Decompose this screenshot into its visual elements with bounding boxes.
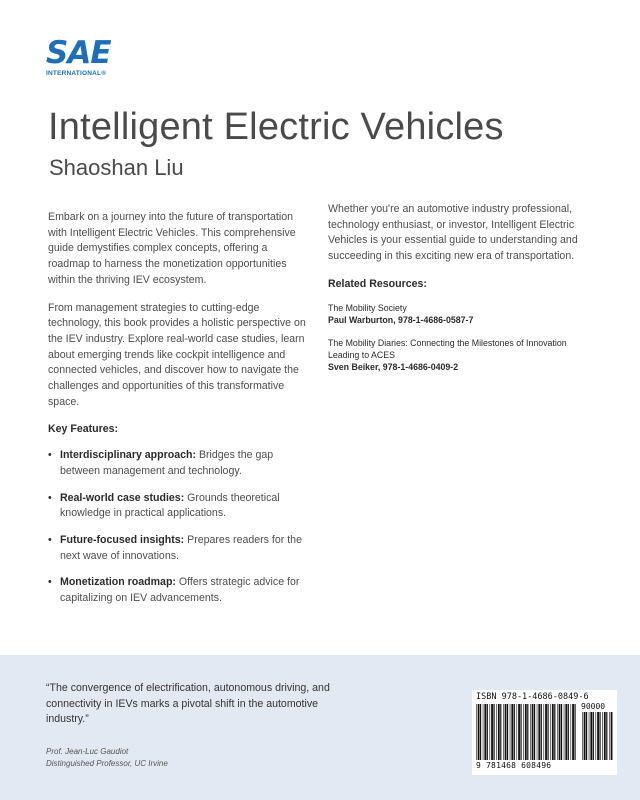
price-code: 90000 <box>581 702 606 711</box>
feature-text: Bridges the gap between management and technology. <box>60 449 274 477</box>
audience-paragraph: Whether you're an automotive industry professional, technology enthusiast, or investor, Intelligent Electric Vehicles is your essential guide to understanding and succeeding in this exciting new era of transportation. <box>328 203 578 263</box>
feature-item <box>48 533 310 564</box>
resource-item <box>328 302 590 326</box>
features-heading: Key Features: <box>48 423 119 436</box>
logo-mark: SAE <box>46 35 111 71</box>
feature-text: Grounds theoretical knowledge in practical applications. <box>60 491 280 520</box>
intro-paragraph: Embark on a journey into the future of transportation with Intelligent Electric Vehicles. This comprehensive guide demystifies complex concepts, offering a roadmap to harness the monetization opportunities within the thriving IEV ecosystem. <box>48 211 296 286</box>
resource-author: Paul Warburton, 978-1-4686-0587-7 <box>328 314 474 325</box>
quote-attribution <box>46 746 168 769</box>
book-title: Intelligent Electric Vehicles <box>48 106 504 148</box>
resource-author: Sven Beiker, 978-1-4686-0409-2 <box>328 361 459 372</box>
feature-item <box>48 491 310 522</box>
feature-title: Future-focused insights: <box>60 533 185 546</box>
feature-title: Interdisciplinary approach: <box>60 449 196 462</box>
feature-item <box>48 575 310 606</box>
overview-paragraph: From management strategies to cutting-edge technology, this book provides a holistic perspective on the IEV industry. Explore real-world case studies, learn about emerging trends like cockpit intelligence and connected vehicles, and discover how to navigate the challenges and opportunities of this transformative space. <box>48 301 306 408</box>
sae-logo <box>46 35 126 78</box>
logo-subtitle: INTERNATIONAL® <box>46 70 107 77</box>
endorsement-quote: “The convergence of electrification, autonomous driving, and connectivity in IEVs marks a pivotal shift in the automotive industry.” <box>46 682 330 725</box>
price-barcode-bars <box>582 712 614 760</box>
resource-item <box>328 337 590 373</box>
barcode-number: 9 781468 608496 <box>476 761 552 770</box>
features-list <box>48 448 310 607</box>
attribution-title: Distinguished Professor, UC Irvine <box>46 758 168 768</box>
book-author: Shaoshan Liu <box>49 155 184 180</box>
feature-text: Prepares readers for the next wave of innovations. <box>60 533 302 562</box>
right-column <box>328 202 590 384</box>
barcode-bars <box>476 704 576 760</box>
resource-title: The Mobility Diaries: Connecting the Milestones of Innovation Leading to ACES <box>328 337 567 360</box>
resource-title: The Mobility Society <box>328 302 407 313</box>
feature-title: Monetization roadmap: <box>60 576 176 589</box>
left-column <box>48 210 310 618</box>
feature-text: Offers strategic advice for capitalizing on IEV advancements. <box>60 576 300 605</box>
attribution-name: Prof. Jean-Luc Gaudiot <box>46 747 129 756</box>
barcode <box>472 690 617 775</box>
feature-item <box>48 448 310 479</box>
isbn-label: ISBN 978-1-4686-0849-6 <box>476 692 589 702</box>
feature-title: Real-world case studies: <box>60 491 185 504</box>
resources-heading: Related Resources: <box>328 277 427 290</box>
